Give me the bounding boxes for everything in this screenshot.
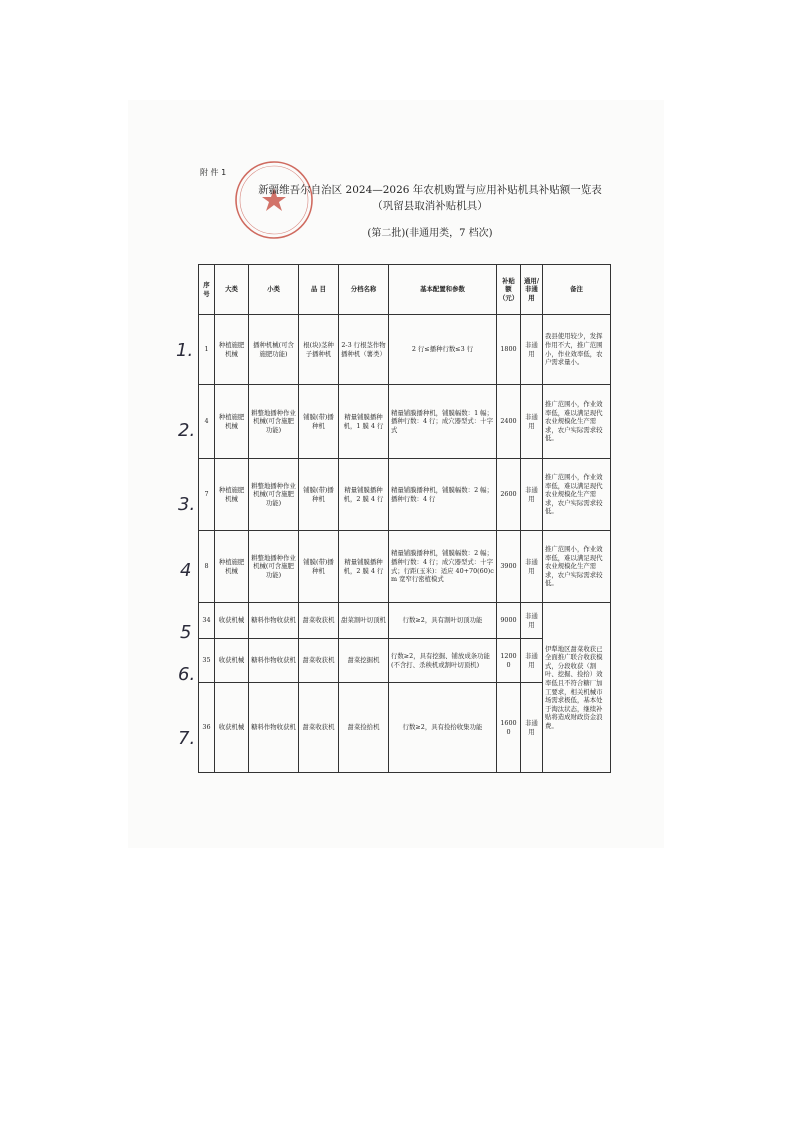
cell-item: 铺膜(带)播种机 bbox=[299, 459, 339, 531]
cell-amount: 2400 bbox=[497, 385, 521, 459]
cell-category: 种植施肥机械 bbox=[215, 531, 249, 603]
table-row bbox=[199, 385, 611, 459]
cell-category: 收获机械 bbox=[215, 639, 249, 683]
document-title: 新疆维吾尔自治区 2024—2026 年农机购置与应用补贴机具补贴额一览表 bbox=[258, 184, 602, 196]
cell-grade: 甜菜挖掘机 bbox=[339, 639, 389, 683]
cell-grade: 精量铺膜播种机，2 膜 4 行 bbox=[339, 459, 389, 531]
cell-general: 非通用 bbox=[521, 639, 543, 683]
cell-note: 推广范围小，作业效率低，难以满足现代农业规模化生产需求，农户实际需求较低。 bbox=[543, 531, 611, 603]
cell-no: 7 bbox=[199, 459, 215, 531]
cell-general: 非通用 bbox=[521, 459, 543, 531]
batch-label: (第二批)(非通用类，7 档次) bbox=[367, 228, 493, 239]
cell-general: 非通用 bbox=[521, 385, 543, 459]
cell-amount: 16000 bbox=[497, 683, 521, 773]
table-row bbox=[199, 315, 611, 385]
cell-item: 甜菜收获机 bbox=[299, 603, 339, 639]
cell-subcategory: 糖料作物收获机 bbox=[249, 603, 299, 639]
cell-item: 甜菜收获机 bbox=[299, 683, 339, 773]
cell-config: 行数≥2，具有捡拾收集功能 bbox=[389, 683, 497, 773]
cell-grade: 精量铺膜播种机，1 膜 4 行 bbox=[339, 385, 389, 459]
cell-config: 精量铺膜播种机，铺膜幅数：2 幅；播种行数：4 行；成穴器型式：十字式；行距(玉米)：适应 40+70(60)cm 宽窄行密植模式 bbox=[389, 531, 497, 603]
cell-amount: 9000 bbox=[497, 603, 521, 639]
handwritten-number: 4 bbox=[180, 560, 192, 581]
table-row bbox=[199, 531, 611, 603]
cell-category: 种植施肥机械 bbox=[215, 315, 249, 385]
cell-item: 根(块)茎种子播种机 bbox=[299, 315, 339, 385]
cell-amount: 3900 bbox=[497, 531, 521, 603]
table-header bbox=[199, 265, 611, 315]
cell-grade: 2-3 行根茎作物播种机（薯类） bbox=[339, 315, 389, 385]
cell-general: 非通用 bbox=[521, 531, 543, 603]
cell-merged-note: 伊犁地区甜菜收获已全面推广联合收获模式，分段收获（割叶、挖掘、捡拾）效率低且不符合糖厂加工要求，相关机械市场需求极低，基本处于淘汰状态，继续补贴将造成财政资金浪费。 bbox=[543, 603, 611, 773]
document-subtitle: （巩留县取消补贴机具） bbox=[372, 200, 488, 212]
attachment-label: 附 件 1 bbox=[200, 168, 227, 177]
cell-config: 行数≥2，具有挖掘、铺放成条功能(不含打、杀秧机或割叶切顶机) bbox=[389, 639, 497, 683]
cell-note: 推广范围小，作业效率低，难以满足现代农业规模化生产需求，农户实际需求较低。 bbox=[543, 459, 611, 531]
cell-general: 非通用 bbox=[521, 683, 543, 773]
cell-config: 精量铺膜播种机，铺膜幅数：2 幅；播种行数：4 行 bbox=[389, 459, 497, 531]
cell-note: 推广范围小，作业效率低，难以满足现代农业规模化生产需求，农户实际需求较低。 bbox=[543, 385, 611, 459]
cell-subcategory: 耕整地播种作业机械(可含施肥功能) bbox=[249, 459, 299, 531]
cell-subcategory: 播种机械(可含施肥功能) bbox=[249, 315, 299, 385]
cell-no: 8 bbox=[199, 531, 215, 603]
cell-no: 4 bbox=[199, 385, 215, 459]
cell-amount: 2600 bbox=[497, 459, 521, 531]
cell-category: 种植施肥机械 bbox=[215, 459, 249, 531]
cell-amount: 1800 bbox=[497, 315, 521, 385]
cell-config: 2 行≤播种行数≤3 行 bbox=[389, 315, 497, 385]
cell-general: 非通用 bbox=[521, 315, 543, 385]
header-item: 品 目 bbox=[299, 265, 339, 315]
cell-amount: 12000 bbox=[497, 639, 521, 683]
cell-no: 36 bbox=[199, 683, 215, 773]
cell-no: 1 bbox=[199, 315, 215, 385]
table-row bbox=[199, 603, 611, 639]
header-config: 基本配置和参数 bbox=[389, 265, 497, 315]
cell-grade: 精量铺膜播种机，2 膜 4 行 bbox=[339, 531, 389, 603]
handwritten-number: 5 bbox=[180, 622, 192, 643]
header-category: 大类 bbox=[215, 265, 249, 315]
handwritten-number: 6. bbox=[178, 664, 196, 685]
cell-subcategory: 耕整地播种作业机械(可含施肥功能) bbox=[249, 531, 299, 603]
cell-subcategory: 糖料作物收获机 bbox=[249, 683, 299, 773]
cell-item: 铺膜(带)播种机 bbox=[299, 385, 339, 459]
handwritten-number: 1. bbox=[176, 340, 194, 361]
cell-general: 非通用 bbox=[521, 603, 543, 639]
header-amount: 补贴额（元） bbox=[497, 265, 521, 315]
header-grade: 分档名称 bbox=[339, 265, 389, 315]
cell-no: 35 bbox=[199, 639, 215, 683]
cell-note: 我县使用较少，发挥作用不大，推广范围小，作业效率低，农户需求量小。 bbox=[543, 315, 611, 385]
handwritten-number: 3. bbox=[178, 494, 196, 515]
header-note: 备注 bbox=[543, 265, 611, 315]
header-no: 序号 bbox=[199, 265, 215, 315]
handwritten-number: 2. bbox=[178, 420, 196, 441]
cell-grade: 甜菜割叶切顶机 bbox=[339, 603, 389, 639]
cell-config: 行数≥2，具有割叶切顶功能 bbox=[389, 603, 497, 639]
cell-category: 收获机械 bbox=[215, 683, 249, 773]
handwritten-number: 7. bbox=[178, 728, 196, 749]
cell-no: 34 bbox=[199, 603, 215, 639]
cell-grade: 甜菜捡拾机 bbox=[339, 683, 389, 773]
header-subcategory: 小类 bbox=[249, 265, 299, 315]
table-row bbox=[199, 459, 611, 531]
cell-category: 种植施肥机械 bbox=[215, 385, 249, 459]
cell-category: 收获机械 bbox=[215, 603, 249, 639]
cell-item: 甜菜收获机 bbox=[299, 639, 339, 683]
cell-item: 铺膜(带)播种机 bbox=[299, 531, 339, 603]
cell-config: 精量铺膜播种机，铺膜幅数：1 幅；播种行数：4 行；成穴器型式：十字式 bbox=[389, 385, 497, 459]
header-general: 通用/非通用 bbox=[521, 265, 543, 315]
cell-subcategory: 耕整地播种作业机械(可含施肥功能) bbox=[249, 385, 299, 459]
subsidy-table bbox=[198, 264, 611, 773]
cell-subcategory: 糖料作物收获机 bbox=[249, 639, 299, 683]
